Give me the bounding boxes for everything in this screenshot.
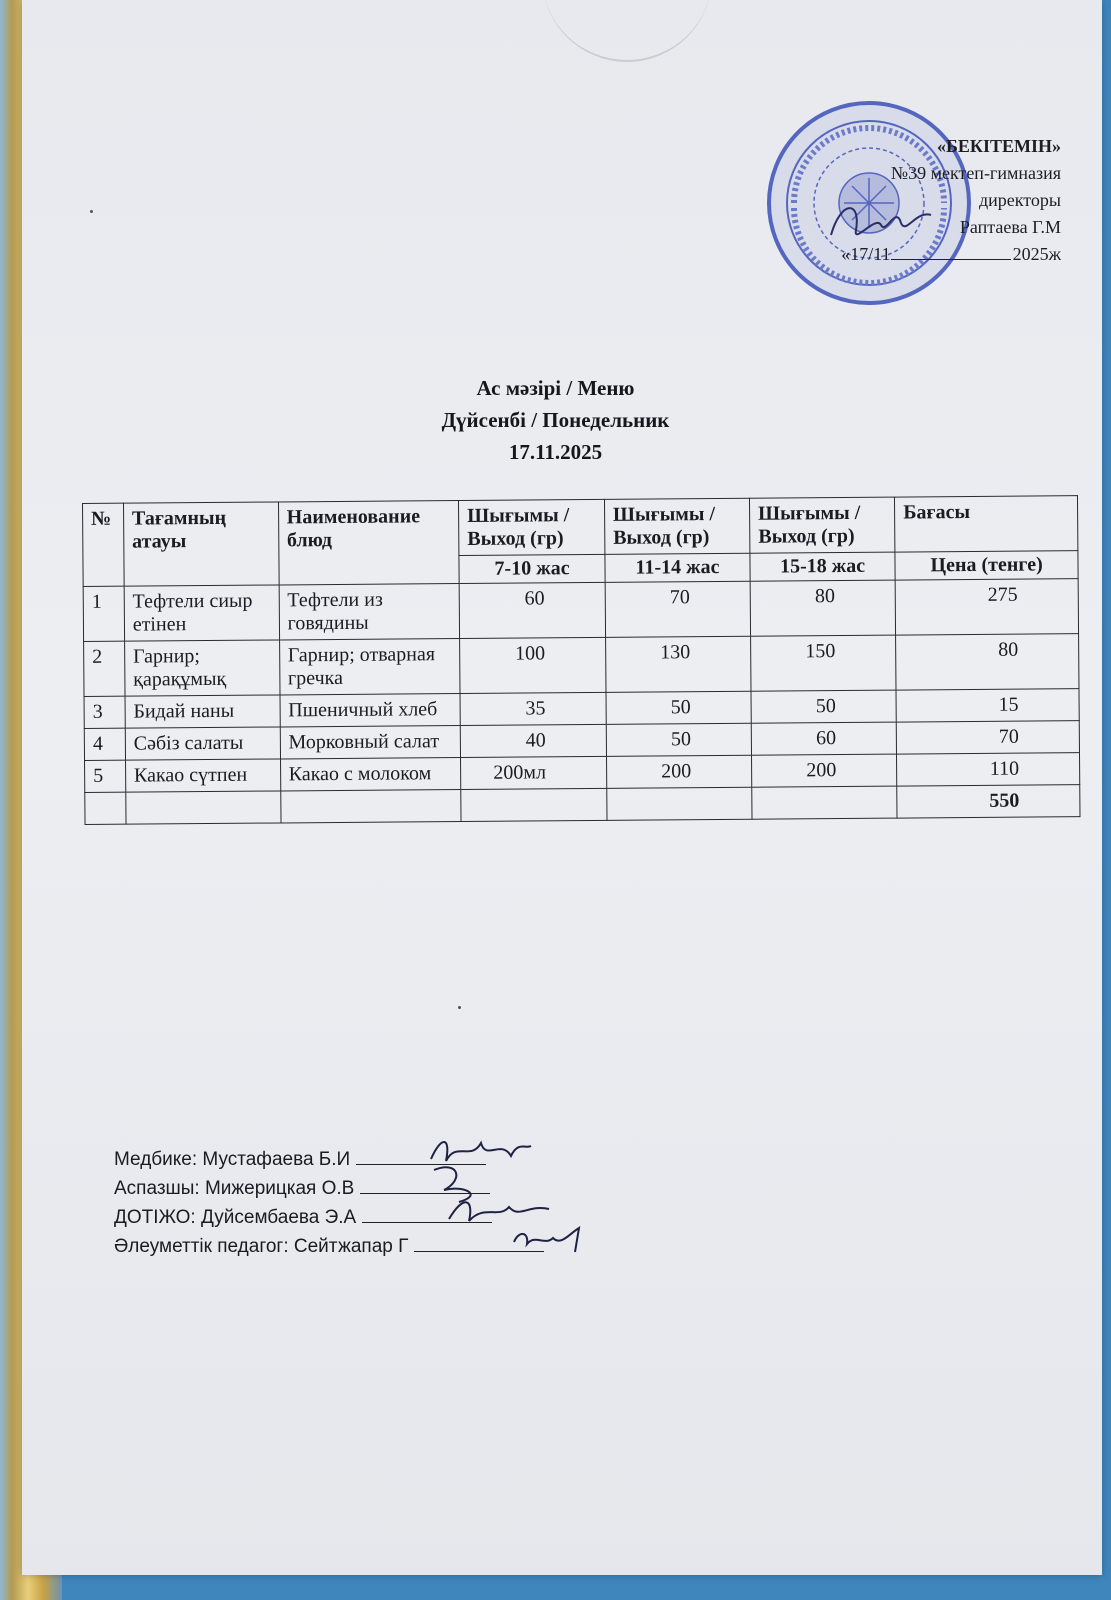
staff-signatures <box>114 1145 544 1261</box>
staff-role-name: ДОТІЖО: Дуйсембаева Э.А <box>114 1207 357 1228</box>
row-output-1: 60 <box>459 582 605 638</box>
staff-role-name: Әлеуметтік педагог: Сейтжапар Г <box>114 1236 409 1257</box>
sleeve-notch <box>542 0 712 62</box>
row-num: 3 <box>84 696 125 728</box>
row-name-ru: Пшеничный хлеб <box>280 694 461 727</box>
staff-role-name: Аспазшы: Мижерицкая О.В <box>114 1178 355 1199</box>
date-month: 11 <box>873 244 891 264</box>
row-price: 70 <box>896 721 1079 754</box>
row-output-2: 50 <box>606 723 751 756</box>
approval-position: директоры <box>978 190 1061 210</box>
approval-date: «17/11 2025ж <box>841 244 1061 264</box>
row-name-kz: Сәбіз салаты <box>125 727 280 760</box>
row-output-1: 200мл <box>461 756 607 789</box>
row-name-ru: Тефтели из говядины <box>279 584 460 640</box>
row-num: 2 <box>84 641 125 696</box>
paper-speck <box>90 210 93 213</box>
title-line2: Дүйсенбі / Понедельник <box>441 408 670 432</box>
pedagogue-signature <box>509 1218 589 1254</box>
row-price: 110 <box>897 753 1080 786</box>
row-output-3: 200 <box>752 754 897 787</box>
row-output-1: 35 <box>460 692 606 725</box>
row-name-ru: Морковный салат <box>280 726 461 759</box>
row-output-2: 200 <box>606 755 751 788</box>
row-num: 1 <box>83 586 124 641</box>
header-output-1: Шығымы /Выход (гр) <box>459 499 605 555</box>
director-signature <box>821 195 941 250</box>
header-output-3: Шығымы /Выход (гр) <box>750 497 896 553</box>
row-output-2: 130 <box>605 636 751 692</box>
row-output-3: 80 <box>750 580 896 636</box>
approval-school: №39 мектеп-гимназия <box>890 163 1061 183</box>
menu-title <box>0 372 1111 468</box>
row-output-1: 40 <box>460 724 606 757</box>
table-row <box>84 634 1079 697</box>
header-name-kz: Тағамның атауы <box>123 502 278 586</box>
staff-row-dotizho <box>114 1203 544 1232</box>
row-name-kz: Какао сүтпен <box>125 759 280 792</box>
paper-speck <box>458 1006 461 1009</box>
row-name-kz: Тефтели сиыр етінен <box>124 585 279 641</box>
header-num: № <box>83 503 124 586</box>
title-line1: Ас мәзірі / Меню <box>476 376 635 400</box>
row-price: 15 <box>896 689 1079 722</box>
approval-block <box>841 133 1061 268</box>
approval-heading: «БЕКІТЕМІН» <box>937 136 1061 156</box>
header-output-2: Шығымы /Выход (гр) <box>604 498 750 554</box>
row-output-3: 150 <box>751 635 897 691</box>
header-price: Бағасы <box>895 496 1078 552</box>
row-name-ru: Какао с молоком <box>280 758 461 791</box>
row-output-3: 50 <box>751 690 896 723</box>
row-name-kz: Бидай наны <box>125 695 280 728</box>
header-row <box>83 496 1078 559</box>
row-price: 275 <box>895 579 1078 635</box>
date-day: 17 <box>850 244 869 264</box>
row-output-1: 100 <box>460 637 606 693</box>
row-num: 4 <box>84 728 125 760</box>
menu-table <box>82 495 1080 825</box>
subheader-age-2: 11-14 жас <box>605 553 750 582</box>
row-output-2: 70 <box>605 581 751 637</box>
staff-role-name: Медбике: Мустафаева Б.И <box>114 1149 351 1170</box>
subheader-price-ru: Цена (тенге) <box>895 551 1078 580</box>
row-output-3: 60 <box>751 722 896 755</box>
staff-row-social-pedagogue <box>114 1232 544 1261</box>
total-price: 550 <box>897 785 1080 818</box>
approval-name: Раптаева Г.М <box>959 217 1061 237</box>
title-date: 17.11.2025 <box>508 440 603 464</box>
subheader-age-3: 15-18 жас <box>750 552 895 581</box>
date-prefix: « <box>841 244 851 264</box>
date-year: 2025ж <box>1012 244 1061 264</box>
subheader-age-1: 7-10 жас <box>459 554 605 583</box>
row-name-kz: Гарнир; қарақұмық <box>124 640 279 696</box>
row-num: 5 <box>85 760 126 792</box>
table-row <box>83 579 1078 642</box>
row-name-ru: Гарнир; отварная гречка <box>279 639 460 695</box>
row-output-2: 50 <box>606 691 751 724</box>
row-price: 80 <box>896 634 1079 690</box>
header-name-ru: Наименование блюд <box>278 501 459 585</box>
